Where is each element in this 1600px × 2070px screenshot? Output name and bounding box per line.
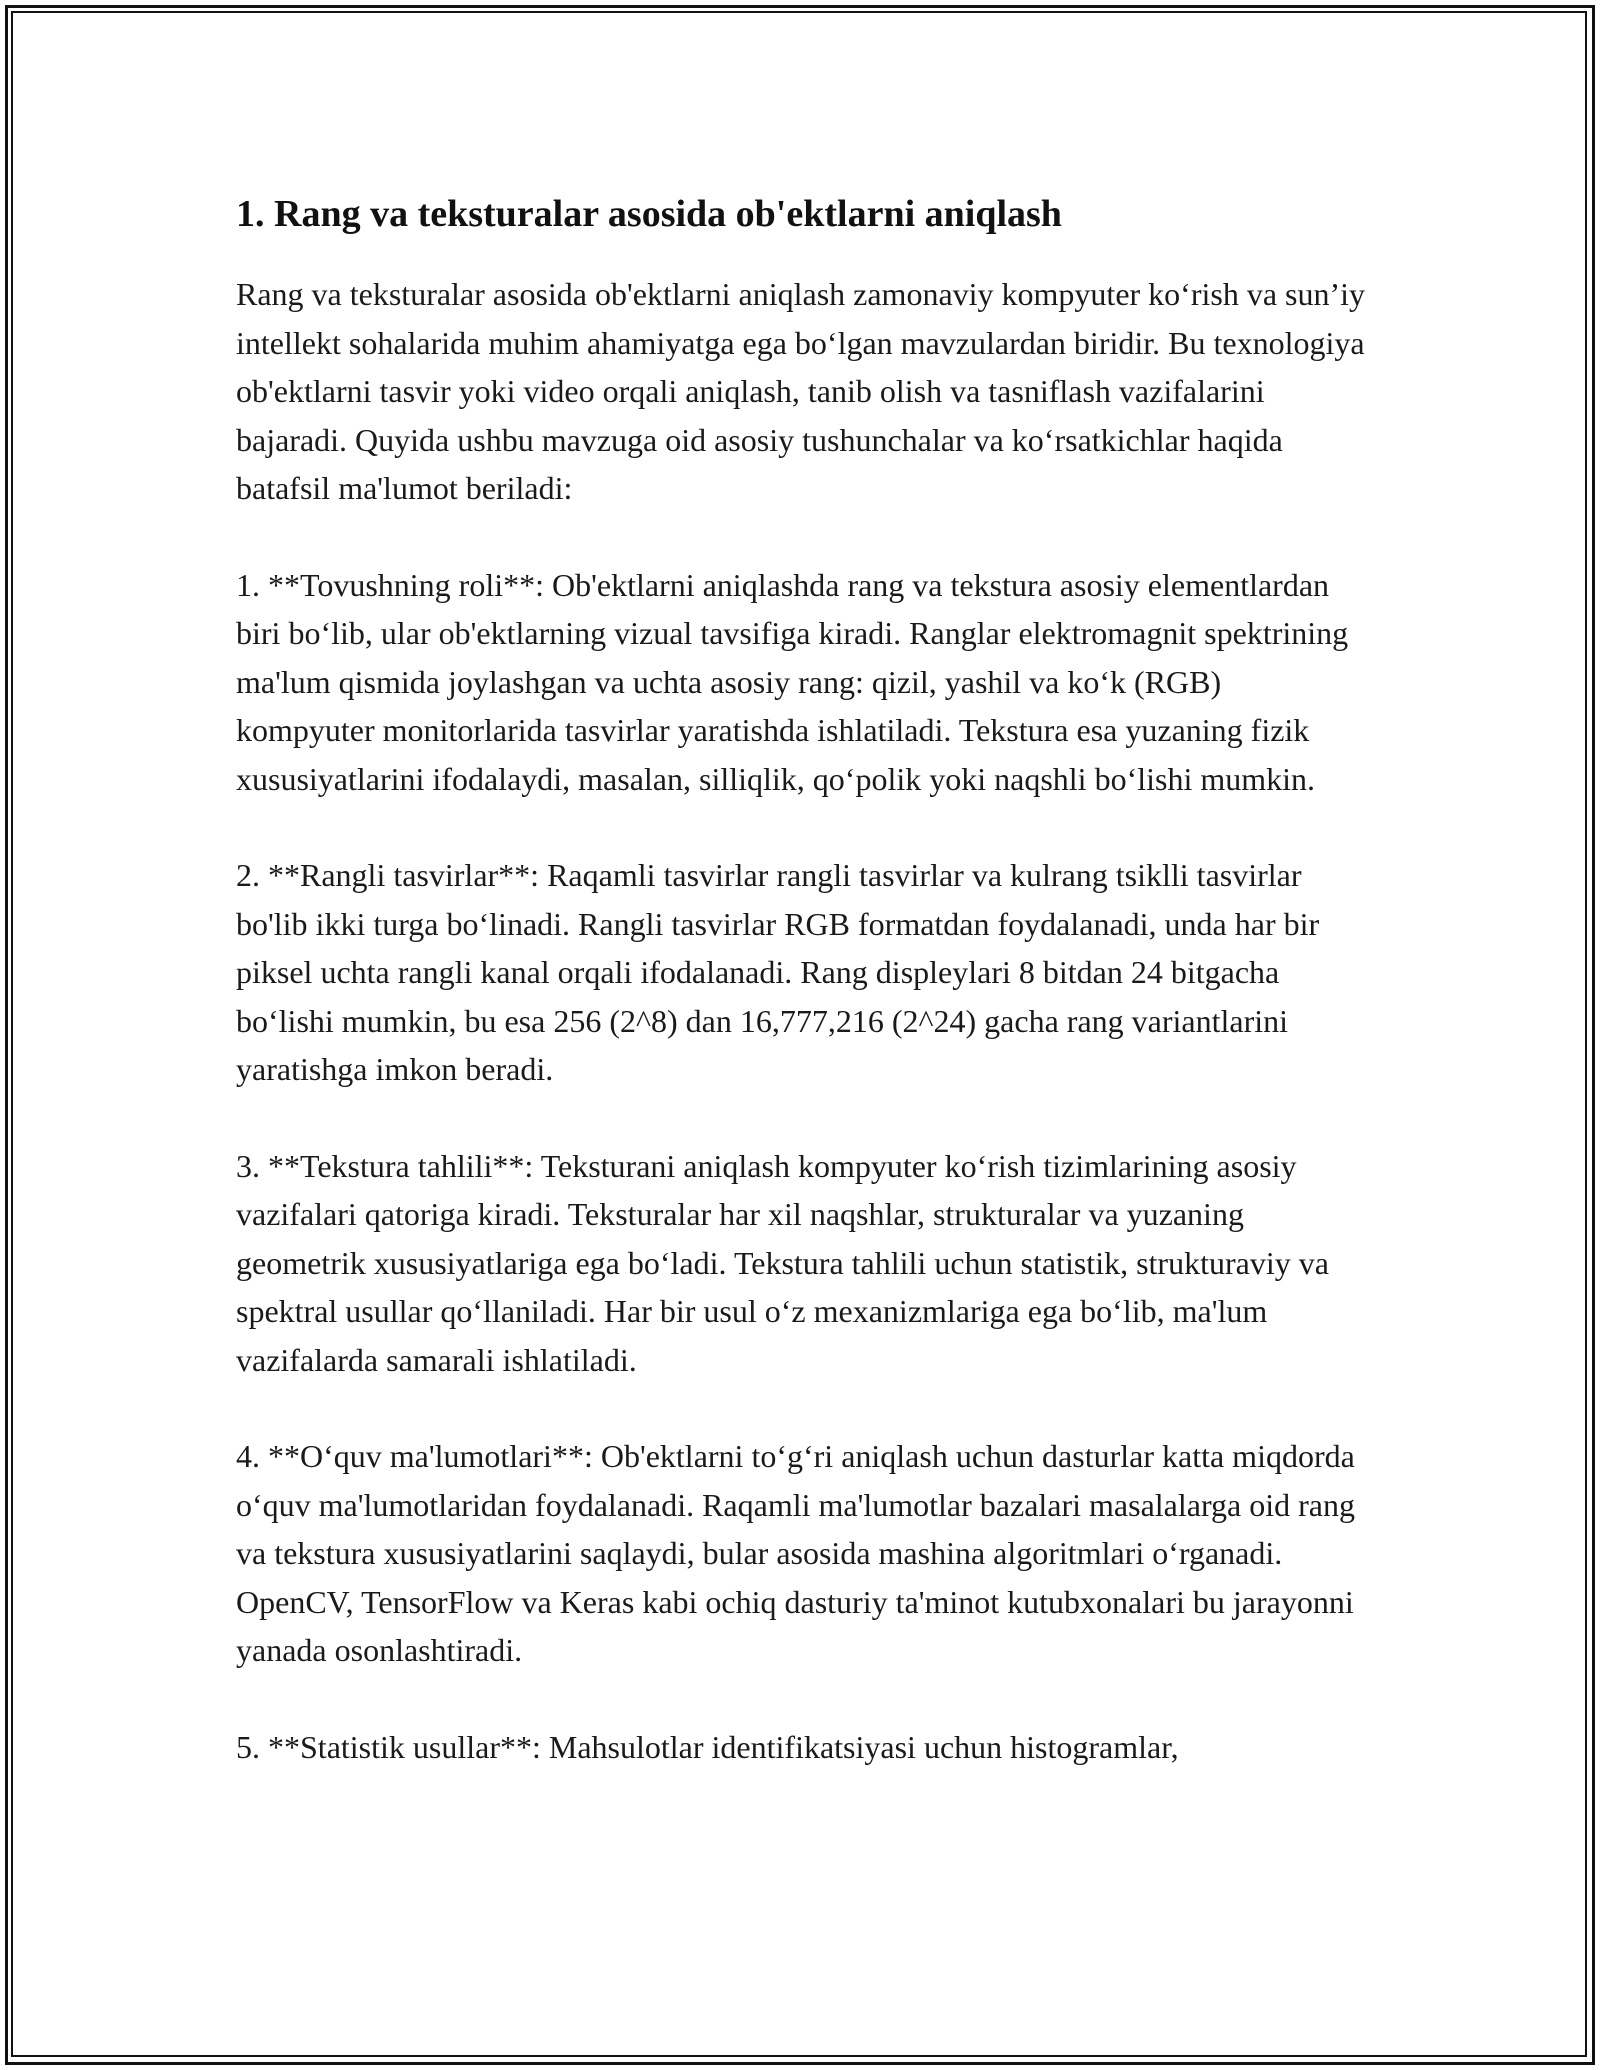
intro-paragraph: Rang va teksturalar asosida ob'ektlarni aniqlash zamonaviy kompyuter koʻrish va sun’iy intellekt sohalarida muhim ahamiyatga ega boʻlgan mavzulardan biridir. Bu texnologiya ob'ektlarni tasvir yoki video orqali aniqlash, tanib olish va tasniflash vazifalarini bajaradi. Quyida ushbu mavzuga oid asosiy tushunchalar va koʻrsatkichlar haqida batafsil ma'lumot beriladi: — [236, 276, 1366, 506]
list-item-tovushning-roli: 1. **Tovushning roli**: Ob'ektlarni aniqlashda rang va tekstura asosiy elementlardan biri boʻlib, ular ob'ektlarning vizual tavsifiga kiradi. Ranglar elektromagnit spektrining ma'lum qismida joylashgan va uchta asosiy rang: qizil, yashil va koʻk (RGB) kompyuter monitorlarida tasvirlar yaratishda ishlatiladi. Tekstura esa yuzaning fizik xususiyatlarini ifodalaydi, masalan, silliqlik, qoʻpolik yoki naqshli boʻlishi mumkin. — [236, 566, 1349, 797]
document-body — [236, 184, 1366, 1819]
list-item-oquv-malumotlari: 4. **Oʻquv ma'lumotlari**: Ob'ektlarni toʻgʻri aniqlash uchun dasturlar katta miqdorda oʻquv ma'lumotlaridan foydalanadi. Raqamli ma'lumotlar bazalari masalalarga oid rang va tekstura xususiyatlarini saqlaydi, bular asosida mashina algoritmlari oʻrganadi. OpenCV, TensorFlow va Keras kabi ochiq dasturiy ta'minot kutubxonalari bu jarayonni yanada osonlashtiradi. — [236, 1438, 1355, 1668]
document-heading: 1. Rang va teksturalar asosida ob'ektlarni aniqlash — [236, 193, 1062, 235]
list-item-tekstura-tahlili: 3. **Tekstura tahlili**: Teksturani aniqlash kompyuter koʻrish tizimlarining asosiy vazifalari qatoriga kiradi. Teksturalar har xil naqshlar, strukturalar va yuzaning geometrik xususiyatlariga ega boʻladi. Tekstura tahlili uchun statistik, strukturaviy va spektral usullar qoʻllaniladi. Har bir usul oʻz mexanizmlariga ega boʻlib, ma'lum vazifalarda samarali ishlatiladi. — [236, 1147, 1329, 1378]
list-item-statistik-usullar: 5. **Statistik usullar**: Mahsulotlar identifikatsiyasi uchun histogramlar, — [236, 1728, 1179, 1765]
list-item-rangli-tasvirlar: 2. **Rangli tasvirlar**: Raqamli tasvirlar rangli tasvirlar va kulrang tsiklli tasvirlar bo'lib ikki turga boʻlinadi. Rangli tasvirlar RGB formatdan foydalanadi, unda har bir piksel uchta rangli kanal orqali ifodalanadi. Rang displeylari 8 bitdan 24 bitgacha boʻlishi mumkin, bu esa 256 (2^8) dan 16,777,216 (2^24) gacha rang variantlarini yaratishga imkon beradi. — [236, 857, 1320, 1087]
